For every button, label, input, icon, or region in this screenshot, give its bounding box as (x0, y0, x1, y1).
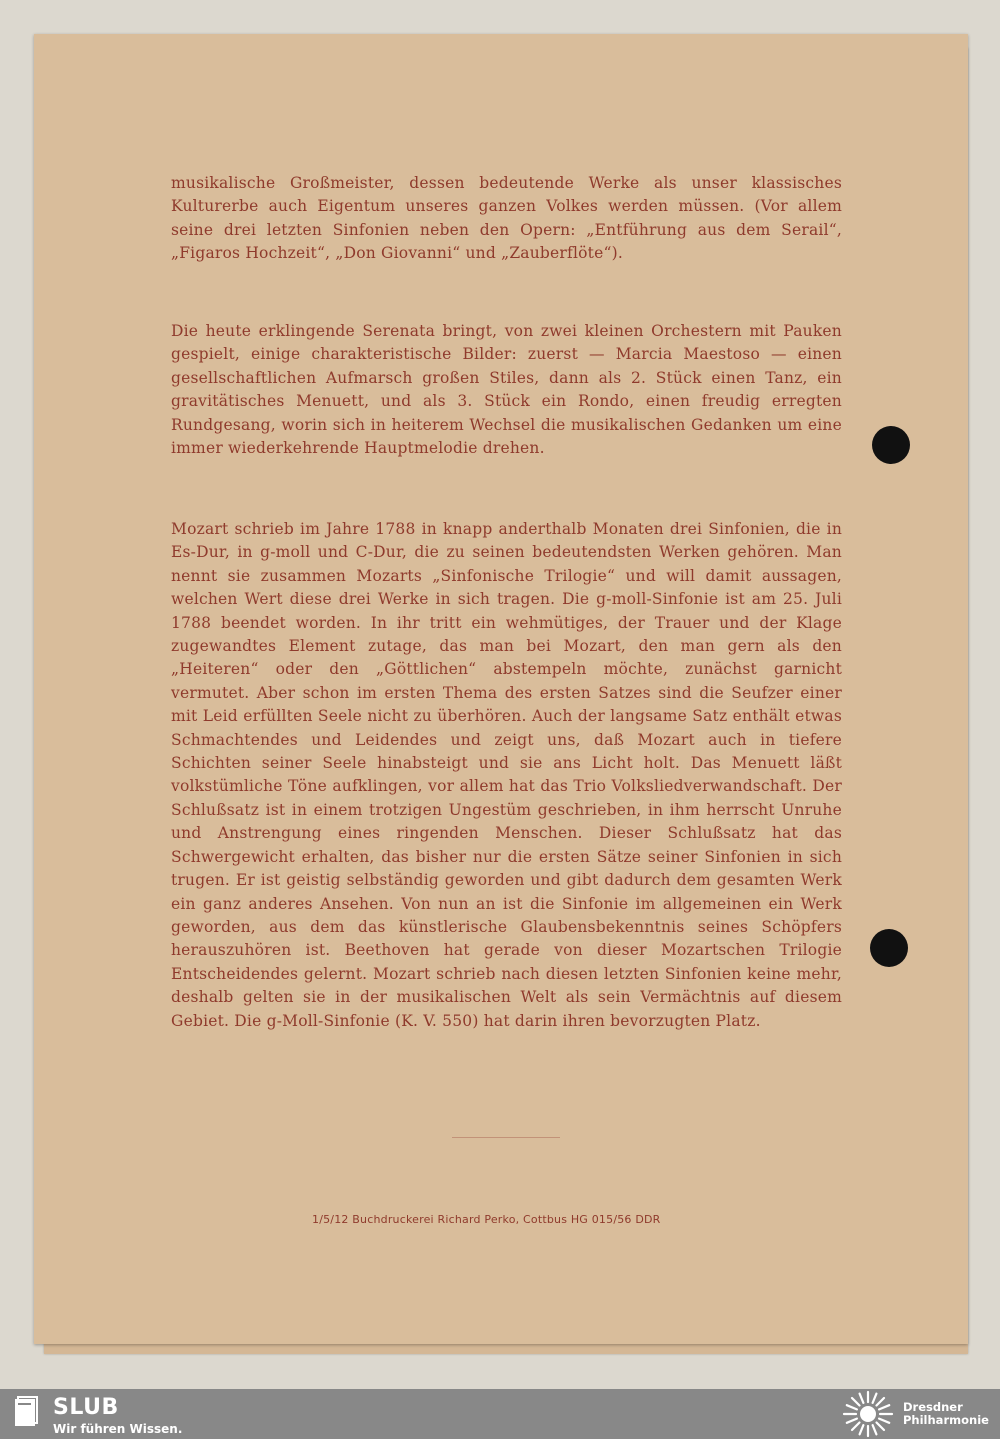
punch-hole (872, 426, 910, 464)
paragraph-mozart-intro (171, 172, 842, 266)
slub-book-icon[interactable] (13, 1396, 39, 1428)
paragraph-text: Mozart schrieb im Jahre 1788 in knapp anderthalb Monaten drei Sinfonien, die in Es-Dur, in g-moll und C-Dur, die zu seinen bedeutendsten Werken gehören. Man nennt sie zusammen Mozarts „Sinfonische Trilogie“ und will damit aussagen, welchen Wert diese drei Werke in sich tragen. Die g-moll-Sinfonie ist am 25. Juli 1788 beendet worden. In ihr tritt ein wehmütiges, der Trauer und der Klage zugewandtes Element zutage, das man bei Mozart, den man gern als den „Heiteren“ oder den „Göttlichen“ abstempeln möchte, zunächst garnicht vermutet. Aber schon im ersten Thema des ersten Satzes sind die Seufzer einer mit Leid erfüllten Seele nicht zu überhören. Auch der langsame Satz enthält etwas Schmachtendes und Leidendes und zeigt uns, daß Mozart auch in tiefere Schichten seiner Seele hinabsteigt und sie ans Licht holt. Das Menuett läßt volkstümliche Töne aufklingen, vor allem hat das Trio Volksliedverwandschaft. Der Schlußsatz ist in einem trotzigen Ungestüm geschrieben, in ihm herrscht Unruhe und Anstrengung eines ringenden Menschen. Dieser Schlußsatz hat das Schwergewicht erhalten, das bisher nur die ersten Sätze seiner Sinfonien in sich trugen. Er ist geistig selbständig geworden und gibt dadurch dem gesamten Werk ein ganz anderes Ansehen. Von nun an ist die Sinfonie im allgemeinen ein Werk geworden, aus dem das künstlerische Glaubensbekenntnis seines Schöpfers herauszuhören ist. Beethoven hat gerade von dieser Mozartschen Trilogie Entscheidendes gelernt. Mozart schrieb nach diesen letzten Sinfonien keine mehr, deshalb gelten sie in der musikalischen Welt als sein Vermächtnis auf diesem Gebiet. Die g-Moll-Sinfonie (K. V. 550) hat darin ihren bevorzugten Platz. (171, 520, 842, 1030)
partner-name-line-1: Dresdner (903, 1400, 963, 1414)
library-slogan: Wir führen Wissen. (53, 1422, 183, 1436)
paragraph-text: musikalische Großmeister, dessen bedeutende Werke als unser klassisches Kulturerbe auch Eigentum unseres ganzen Volkes werden müssen. (Vor allem seine drei letzten Sinfonien neben den Opern: „Entführung aus dem Serail“, „Figaros Hochzeit“, „Don Giovanni“ und „Zauberflöte“). (171, 174, 842, 263)
partner-name-line-2: Philharmonie (903, 1413, 989, 1427)
paragraph-g-moll-sinfonie (171, 518, 842, 1033)
footer-bar (0, 1389, 1000, 1439)
library-name[interactable]: SLUB (53, 1395, 119, 1420)
partner-name[interactable] (903, 1401, 998, 1427)
punch-hole (870, 929, 908, 967)
divider-line (452, 1137, 560, 1138)
printer-imprint: 1/5/12 Buchdruckerei Richard Perko, Cottbus HG 015/56 DDR (312, 1213, 661, 1226)
paragraph-text: Die heute erklingende Serenata bringt, von zwei kleinen Orchestern mit Pauken gespielt, einige charakteristische Bilder: zuerst — Marcia Maestoso — einen gesellschaftlichen Aufmarsch großen Stiles, dann als 2. Stück einen Tanz, ein gravitätisches Menuett, und als 3. Stück ein Rondo, einen freudig erregten Rundgesang, worin sich in heiterem Wechsel die musikalischen Gedanken um eine immer wiederkehrende Hauptmelodie drehen. (171, 322, 842, 458)
dresdner-philharmonie-sunburst-icon[interactable] (842, 1390, 894, 1438)
paragraph-serenata (171, 320, 842, 460)
